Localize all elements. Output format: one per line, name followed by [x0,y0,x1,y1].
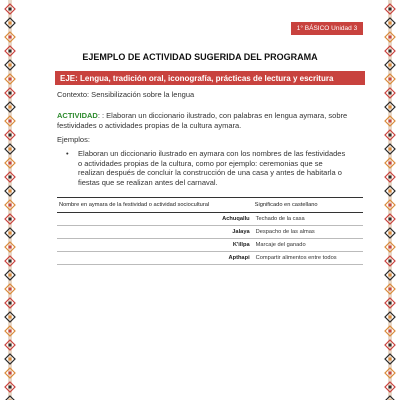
border-dot [389,274,392,277]
border-dot [9,344,12,347]
border-dot [9,246,12,249]
border-dot [9,8,12,11]
border-dot [9,372,12,375]
decorative-border-right [380,0,400,400]
table-row [57,226,363,239]
border-dot [389,106,392,109]
aymara-term: Achuqallu [57,213,253,226]
border-dot [389,50,392,53]
border-dot [9,232,12,235]
border-dot [9,50,12,53]
activity-paragraph [57,111,357,130]
border-dot [389,204,392,207]
border-dot [9,120,12,123]
border-dot [9,22,12,25]
border-dot [9,288,12,291]
border-dot [9,92,12,95]
aymara-term: Apthapi [57,252,253,265]
meaning: Despacho de las almas [253,226,363,239]
border-dot [389,120,392,123]
meaning: Compartir alimentos entre todos [253,252,363,265]
border-dot [389,148,392,151]
meaning: Techado de la casa [253,213,363,226]
border-dot [389,386,392,389]
border-dot [9,316,12,319]
activity-text: : : Elaboran un diccionario ilustrado, con palabras en lengua aymara, sobre festividades o actividades propias de la cultura aymara. [57,111,348,130]
border-dot [9,190,12,193]
table-row [57,252,363,265]
bullet-icon: • [66,149,69,158]
page-title: EJEMPLO DE ACTIVIDAD SUGERIDA DEL PROGRAMA [82,52,318,62]
border-dot [9,148,12,151]
border-dot [389,316,392,319]
example-bullet [66,149,351,187]
border-dot [389,344,392,347]
vocabulary-table [57,197,363,265]
border-dot [9,274,12,277]
border-dot [389,8,392,11]
eje-heading: EJE: Lengua, tradición oral, iconografía, prácticas de lectura y escritura [55,71,365,85]
border-dot [389,288,392,291]
border-dot [9,106,12,109]
border-dot [9,386,12,389]
border-dot [389,330,392,333]
border-dot [389,36,392,39]
border-dot [389,22,392,25]
table-row [57,239,363,252]
border-dot [9,176,12,179]
unit-badge: 1° BÁSICO Unidad 3 [291,22,363,35]
border-dot [389,190,392,193]
border-dot [9,358,12,361]
border-dot [9,330,12,333]
border-dot [9,204,12,207]
border-dot [389,78,392,81]
border-dot [9,260,12,263]
border-dot [389,92,392,95]
border-dot [9,78,12,81]
activity-label: ACTIVIDAD [57,111,98,120]
decorative-border-left [0,0,20,400]
border-dot [9,162,12,165]
border-dot [389,358,392,361]
table-header: Significado en castellano [253,198,363,213]
border-dot [389,232,392,235]
border-dot [389,246,392,249]
border-dot [9,36,12,39]
table-row [57,213,363,226]
border-dot [389,134,392,137]
border-dot [389,176,392,179]
border-dot [9,302,12,305]
border-dot [9,218,12,221]
border-dot [389,162,392,165]
border-dot [9,64,12,67]
border-dot [389,218,392,221]
examples-label: Ejemplos: [57,135,90,144]
bullet-text: Elaboran un diccionario ilustrado en aymara con los nombres de las festividades o actividades propias de la cultura, como por ejemplo: ceremonias que se realizan después de concluir la construcción de una casa y antes de habitarla o fiestas que se realizan antes del carnaval. [78,149,346,187]
context-text: Contexto: Sensibilización sobre la lengua [57,90,195,99]
border-dot [9,134,12,137]
meaning: Marcaje del ganado [253,239,363,252]
border-dot [389,302,392,305]
aymara-term: Jalaya [57,226,253,239]
border-dot [389,260,392,263]
table-header: Nombre en aymara de la festividad o actividad sociocultural [57,198,253,213]
border-dot [389,372,392,375]
aymara-term: K'illpa [57,239,253,252]
border-dot [389,64,392,67]
